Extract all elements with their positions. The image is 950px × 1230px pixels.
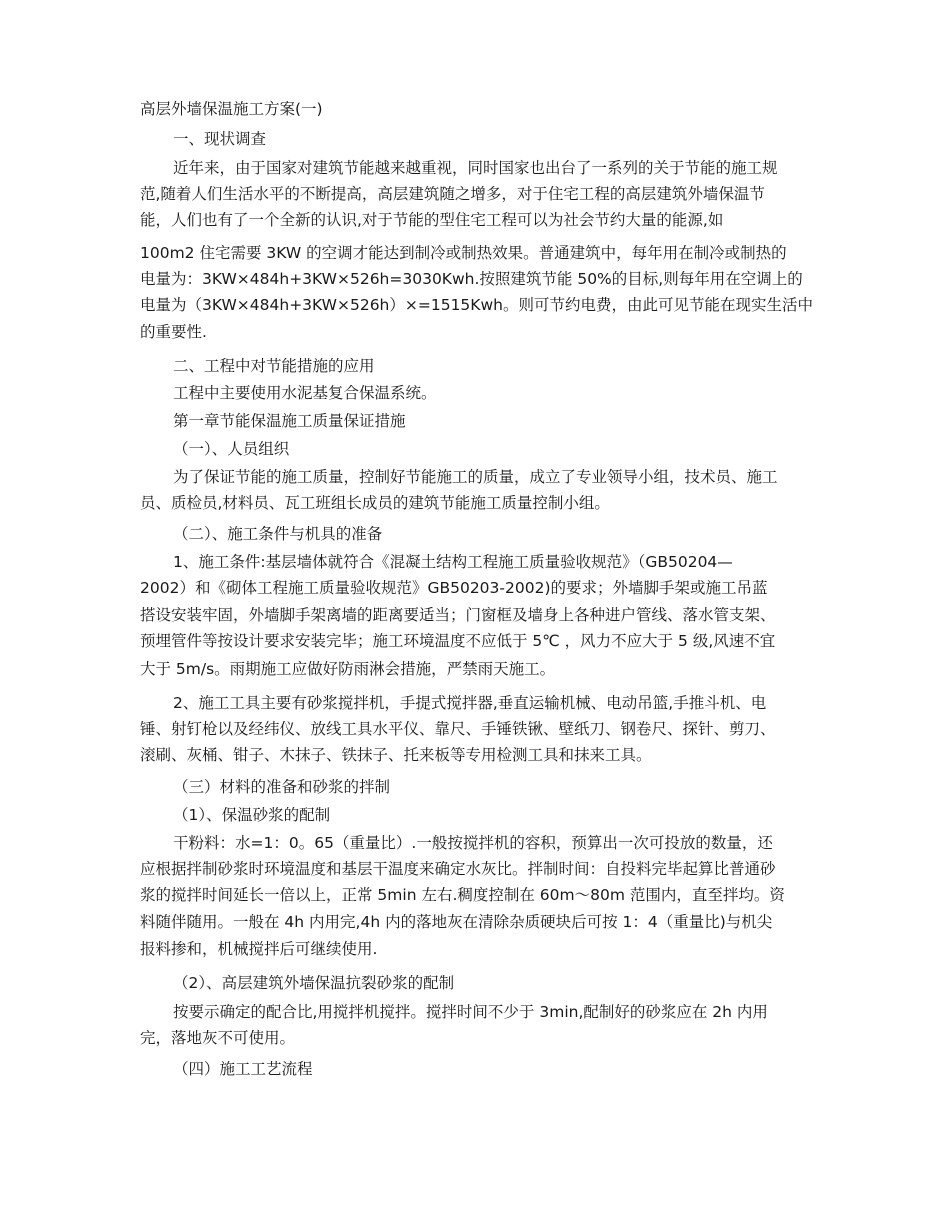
paragraph-line: 能，人们也有了一个全新的认识,对于节能的型住宅工程可以为社会节约大量的能源,如 xyxy=(140,211,724,229)
subsection-heading: （1）、保温砂浆的配制 xyxy=(173,806,331,824)
document-title: 高层外墙保温施工方案(一) xyxy=(140,100,323,118)
paragraph-line: 电量为：3KW×484h+3KW×526h=3030Kwh.按照建筑节能 50%的目标,则每年用在空调上的 xyxy=(140,270,803,288)
paragraph-line: 锤、射钉枪以及经纬仪、放线工具水平仪、靠尺、手锤铁锹、壁纸刀、钢卷尺、探针、剪刀、 xyxy=(140,720,776,738)
paragraph-line: 大于 5m/s。雨期施工应做好防雨淋会措施，严禁雨天施工。 xyxy=(140,660,556,678)
paragraph-line: 报料掺和，机械搅拌后可继续使用. xyxy=(140,940,378,958)
paragraph-line: 2、施工工具主要有砂浆搅拌机，手提式搅拌器,垂直运输机械、电动吊篮,手推斗机、电 xyxy=(173,694,767,712)
paragraph-line: 100m2 住宅需要 3KW 的空调才能达到制冷或制热效果。普通建筑中，每年用在制冷或制热的 xyxy=(140,244,787,262)
paragraph-line: 料随伴随用。一般在 4h 内用完,4h 内的落地灰在清除杂质硬块后可按 1：4（重量比)与机尖 xyxy=(140,913,773,931)
paragraph-line: 工程中主要使用水泥基复合保温系统。 xyxy=(173,384,437,402)
paragraph-line: 范,随着人们生活水平的不断提高，高层建筑随之增多，对于住宅工程的高层建筑外墙保温节 xyxy=(140,185,765,203)
paragraph-line: 预埋管件等按设计要求安装完毕；施工环境温度不应低于 5℃ ，风力不应大于 5 级,风速不宜 xyxy=(140,632,776,650)
section-heading: 一、现状调查 xyxy=(173,130,267,148)
chapter-heading: 第一章节能保温施工质量保证措施 xyxy=(173,412,406,430)
paragraph-line: 员、质检员,材料员、瓦工班组长成员的建筑节能施工质量控制小组。 xyxy=(140,494,610,512)
subsection-heading: （一）、人员组织 xyxy=(173,440,290,458)
paragraph-line: 应根据拌制砂浆时环境温度和基层干温度来确定水灰比。拌制时间：自投料完毕起算比普通砂 xyxy=(140,860,776,878)
paragraph-line: 近年来，由于国家对建筑节能越来越重视，同时国家也出台了一系列的关于节能的施工规 xyxy=(173,159,778,177)
paragraph-line: 浆的搅拌时间延长一倍以上，正常 5min 左右.稠度控制在 60m～80m 范围内，直至拌均。资 xyxy=(140,886,785,904)
subsection-heading: （四）施工工艺流程 xyxy=(173,1060,313,1078)
paragraph-line: 干粉料：水=1：0。65（重量比）.一般按搅拌机的容积，预算出一次可投放的数量，还 xyxy=(173,834,773,852)
paragraph-line: 的重要性. xyxy=(140,323,207,341)
paragraph-line: 按要示确定的配合比,用搅拌机搅拌。搅拌时间不少于 3min,配制好的砂浆应在 2h 内用 xyxy=(173,1003,768,1021)
paragraph-line: 1、施工条件:基层墙体就符合《混凝土结构工程施工质量验收规范》（GB50204— xyxy=(173,553,733,571)
paragraph-line: 为了保证节能的施工质量，控制好节能施工的质量，成立了专业领导小组，技术员、施工 xyxy=(173,468,778,486)
subsection-heading: （三）材料的准备和砂浆的拌制 xyxy=(173,778,391,796)
subsection-heading: （2）、高层建筑外墙保温抗裂砂浆的配制 xyxy=(173,974,455,992)
subsection-heading: （二）、施工条件与机具的准备 xyxy=(173,525,383,543)
paragraph-line: 完，落地灰不可使用。 xyxy=(140,1029,296,1047)
paragraph-line: 滚刷、灰桶、钳子、木抹子、铁抹子、托来板等专用检测工具和抹来工具。 xyxy=(140,746,652,764)
section-heading: 二、工程中对节能措施的应用 xyxy=(173,357,375,375)
paragraph-line: 电量为（3KW×484h+3KW×526h）×=1515Kwh。则可节约电费，由此可见节能在现实生活中 xyxy=(140,296,813,314)
paragraph-line: 2002）和《砌体工程施工质量验收规范》GB50203-2002)的要求；外墙脚手架或施工吊蓝 xyxy=(140,579,768,597)
paragraph-line: 搭设安装牢固，外墙脚手架离墙的距离要适当；门窗框及墙身上各种进户管线、落水管支架、 xyxy=(140,606,776,624)
